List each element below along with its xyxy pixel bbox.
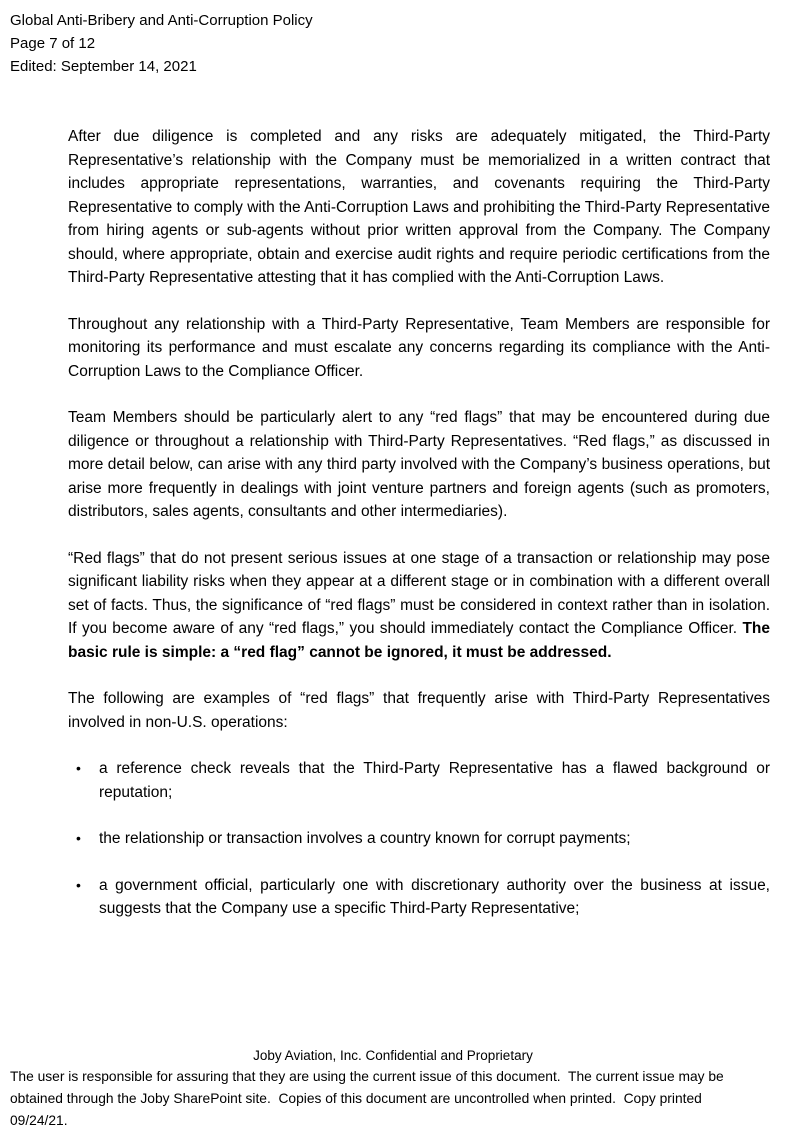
red-flags-bullet-list	[68, 757, 770, 921]
document-header	[10, 9, 313, 78]
bullet-text-reference-check: a reference check reveals that the Third-Party Representative has a flawed background or reputation;	[99, 760, 770, 801]
paragraph-monitoring-responsibility: Throughout any relationship with a Third-Party Representative, Team Members are responsible for monitoring its performance and must escalate any concerns regarding its compliance with the Anti-Corruption Laws to the Compliance Officer.	[68, 315, 770, 380]
document-title: Global Anti-Bribery and Anti-Corruption Policy	[10, 12, 313, 29]
paragraph-red-flags-context	[68, 547, 770, 665]
paragraph-examples-intro: The following are examples of “red flags” that frequently arise with Third-Party Representatives involved in non-U.S. operations:	[68, 690, 770, 731]
page-number: Page 7 of 12	[10, 35, 96, 52]
document-body	[68, 125, 770, 944]
bullet-icon: •	[76, 830, 81, 846]
basic-rule-bold-text: The basic rule is simple: a “red flag” cannot be ignored, it must be addressed.	[68, 620, 771, 661]
list-item	[68, 827, 770, 851]
bullet-text-corrupt-country: the relationship or transaction involves a country known for corrupt payments;	[99, 830, 631, 847]
paragraph-due-diligence-contract: After due diligence is completed and any risks are adequately mitigated, the Third-Party Representative’s relationship with the Company must be memorialized in a written contract that includes appropriate representations, warranties, and covenants requiring the Third-Party Representative to comply with the Anti-Corruption Laws and prohibiting the Third-Party Representative from hiring agents or sub-agents without prior written approval from the Company. The Company should, where appropriate, obtain and exercise audit rights and require periodic certifications from the Third-Party Representative attesting that it has complied with the Anti-Corruption Laws.	[68, 128, 770, 286]
list-item	[68, 757, 770, 804]
footer-confidential-line: Joby Aviation, Inc. Confidential and Proprietary	[253, 1048, 533, 1063]
edited-date: Edited: September 14, 2021	[10, 58, 197, 75]
bullet-icon: •	[76, 876, 81, 893]
footer-disclaimer: The user is responsible for assuring that they are using the current issue of this document. The current issue may be obtained through the Joby SharePoint site. Copies of this document are uncontrolled when printed. Copy printed 09/24/21.	[10, 1069, 728, 1128]
paragraph-red-flags-alert: Team Members should be particularly alert to any “red flags” that may be encountered during due diligence or throughout a relationship with Third-Party Representatives. “Red flags,” as discussed in more detail below, can arise with any third party involved with the Company’s business operations, but arise more frequently in dealings with joint venture partners and foreign agents (such as promoters, distributors, sales agents, consultants and other intermediaries).	[68, 409, 770, 520]
list-item	[68, 874, 770, 921]
bullet-icon: •	[76, 760, 81, 776]
bullet-text-government-official: a government official, particularly one with discretionary authority over the business at issue, suggests that the Company use a specific Third-Party Representative;	[99, 876, 770, 917]
paragraph-red-flags-context-text: “Red flags” that do not present serious issues at one stage of a transaction or relationship may pose significant liability risks when they appear at a different stage or in combination with a different overall set of facts. Thus, the significance of “red flags” must be considered in context rather than in isolation. If you become aware of any “red flags,” you should immediately contact the Compliance Officer.	[68, 549, 770, 637]
